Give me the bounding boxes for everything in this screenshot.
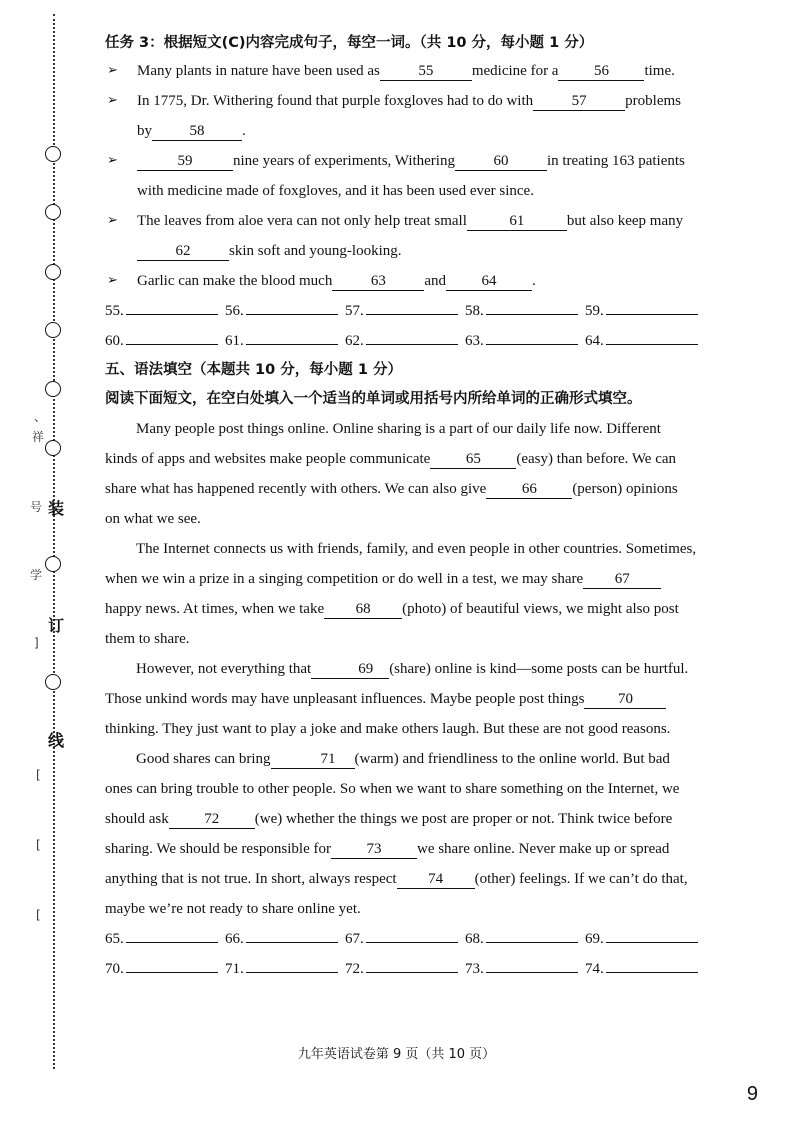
answer-number: 60.	[105, 333, 124, 349]
passage-line	[105, 594, 705, 624]
answer-blank[interactable]: 59	[137, 152, 233, 171]
text-run: happy news. At times, when we take	[105, 601, 325, 617]
answer-row	[105, 296, 705, 326]
text-run: Many people post things online. Online sharing is a part of our daily life now. Different	[136, 421, 661, 437]
binding-hole	[45, 204, 61, 220]
answer-number: 59.	[585, 303, 604, 319]
section5-heading: 五、语法填空（本题共 10 分，每小题 1 分）	[105, 362, 402, 378]
answer-line[interactable]	[246, 956, 338, 973]
answer-number: 55.	[105, 303, 124, 319]
binding-label: 订	[48, 616, 65, 635]
text-run: them to share.	[105, 631, 190, 647]
binding-label: 线	[48, 731, 65, 750]
passage-line	[105, 744, 705, 774]
answer-line[interactable]	[126, 956, 218, 973]
answer-line[interactable]	[486, 298, 578, 315]
answer-slot	[345, 326, 465, 356]
text-run: on what we see.	[105, 511, 201, 527]
text-run: Garlic can make the blood much	[137, 273, 333, 289]
text-run: (photo) of beautiful views, we might also post	[402, 601, 679, 617]
binding-hole	[45, 146, 61, 162]
text-run: anything that is not true. In short, always respect	[105, 871, 397, 887]
task3-heading: 任务 3：根据短文(C)内容完成句子，每空一词。（共 10 分，每小题 1 分）	[105, 35, 594, 51]
section5-answer-area	[105, 924, 705, 984]
binding-fragment: [	[36, 908, 41, 922]
answer-line[interactable]	[486, 328, 578, 345]
grammar-passage	[105, 414, 705, 924]
answer-row	[105, 954, 705, 984]
text-run: should ask	[105, 811, 169, 827]
answer-number: 64.	[585, 333, 604, 349]
answer-blank[interactable]: 56	[558, 62, 644, 81]
answer-line[interactable]	[366, 926, 458, 943]
answer-slot	[465, 924, 585, 954]
binding-hole	[45, 674, 61, 690]
answer-number: 62.	[345, 333, 364, 349]
text-run: and	[424, 273, 447, 289]
answer-number: 65.	[105, 931, 124, 947]
text-run: problems	[625, 93, 681, 109]
answer-number: 58.	[465, 303, 484, 319]
text-run: .	[532, 273, 536, 289]
answer-number: 72.	[345, 961, 364, 977]
answer-number: 74.	[585, 961, 604, 977]
text-run: skin soft and young-looking.	[229, 243, 402, 259]
binding-fragment: 祥	[32, 430, 45, 444]
answer-blank[interactable]: 68	[324, 600, 402, 619]
answer-number: 67.	[345, 931, 364, 947]
binding-label: 装	[48, 499, 65, 518]
answer-number: 71.	[225, 961, 244, 977]
binding-hole	[45, 556, 61, 572]
arrow-bullet-icon: ➢	[107, 213, 118, 228]
answer-line[interactable]	[606, 926, 698, 943]
answer-line[interactable]	[366, 328, 458, 345]
passage-paragraph	[105, 414, 705, 534]
answer-slot	[225, 326, 345, 356]
binding-fragment: 学	[30, 568, 43, 582]
text-run: kinds of apps and websites make people communicate	[105, 451, 431, 467]
passage-line	[105, 534, 705, 564]
passage-line	[105, 804, 705, 834]
task3-item	[105, 56, 705, 86]
binding-fragment: [	[36, 768, 41, 782]
passage-line	[105, 894, 705, 924]
answer-slot	[345, 296, 465, 326]
answer-blank[interactable]: 64	[446, 272, 532, 291]
passage-line	[105, 564, 705, 594]
passage-line	[105, 714, 705, 744]
task3-item	[105, 206, 705, 236]
task3-items	[105, 56, 705, 296]
answer-slot	[585, 954, 705, 984]
task3-item	[105, 266, 705, 296]
text-run: time.	[644, 63, 675, 79]
binding-margin	[0, 0, 95, 1123]
answer-row	[105, 326, 705, 356]
passage-paragraph	[105, 654, 705, 744]
answer-line[interactable]	[126, 328, 218, 345]
passage-line	[105, 624, 705, 654]
answer-line[interactable]	[246, 328, 338, 345]
text-run: (easy) than before. We can	[516, 451, 677, 467]
page-number: 9	[746, 1083, 758, 1105]
answer-row	[105, 924, 705, 954]
text-run: (share) online is kind—some posts can be hurtful.	[389, 661, 689, 677]
answer-slot	[225, 924, 345, 954]
answer-blank[interactable]: 67	[583, 570, 661, 589]
answer-blank[interactable]: 70	[584, 690, 666, 709]
answer-slot	[465, 296, 585, 326]
answer-number: 63.	[465, 333, 484, 349]
passage-line	[105, 504, 705, 534]
answer-number: 69.	[585, 931, 604, 947]
answer-slot	[105, 924, 225, 954]
answer-blank[interactable]: 61	[467, 212, 567, 231]
text-run: (other) feelings. If we can’t do that,	[474, 871, 688, 887]
text-run: (person) opinions	[572, 481, 678, 497]
binding-dotted-line	[53, 14, 55, 1069]
task3-item	[105, 86, 705, 116]
text-run: share what has happened recently with others. We can also give	[105, 481, 487, 497]
text-run: However, not everything that	[136, 661, 312, 677]
task3-item-continuation	[105, 116, 705, 146]
passage-line	[105, 834, 705, 864]
text-run: The Internet connects us with friends, family, and even people in other countries. Sometimes,	[136, 541, 697, 557]
answer-blank[interactable]: 60	[455, 152, 547, 171]
passage-line	[105, 864, 705, 894]
answer-number: 57.	[345, 303, 364, 319]
answer-line[interactable]	[486, 926, 578, 943]
text-run: but also keep many	[566, 213, 684, 229]
text-run: in treating 163 patients	[546, 153, 685, 169]
text-run: ones can bring trouble to other people. So when we want to share something on the Internet, we	[105, 781, 680, 797]
answer-slot	[105, 954, 225, 984]
text-run: by	[137, 123, 152, 139]
text-run: Many plants in nature have been used as	[137, 63, 380, 79]
answer-blank[interactable]: 58	[152, 122, 242, 141]
answer-line[interactable]	[366, 956, 458, 973]
answer-line[interactable]	[246, 298, 338, 315]
passage-line	[105, 684, 705, 714]
binding-hole	[45, 381, 61, 397]
text-run: nine years of experiments, Withering	[233, 153, 455, 169]
binding-fragment: [	[36, 838, 41, 852]
passage-paragraph	[105, 534, 705, 654]
answer-number: 68.	[465, 931, 484, 947]
answer-slot	[585, 296, 705, 326]
answer-blank[interactable]: 66	[486, 480, 572, 499]
text-run: with medicine made of foxgloves, and it has been used ever since.	[137, 183, 534, 199]
text-run: Good shares can bring	[136, 751, 271, 767]
answer-slot	[345, 924, 465, 954]
arrow-bullet-icon: ➢	[107, 153, 118, 168]
answer-blank[interactable]: 57	[533, 92, 625, 111]
text-run: medicine for a	[471, 63, 559, 79]
answer-blank[interactable]: 62	[137, 242, 229, 261]
answer-line[interactable]	[606, 298, 698, 315]
text-run: .	[242, 123, 246, 139]
text-run: thinking. They just want to play a joke and make others laugh. But these are not good reasons.	[105, 721, 671, 737]
answer-number: 61.	[225, 333, 244, 349]
answer-blank[interactable]: 74	[397, 870, 475, 889]
answer-slot	[225, 954, 345, 984]
answer-blank[interactable]: 69	[311, 660, 389, 679]
passage-line	[105, 474, 705, 504]
binding-hole	[45, 440, 61, 456]
binding-fragment: 号	[30, 500, 43, 514]
answer-line[interactable]	[366, 298, 458, 315]
answer-slot	[585, 326, 705, 356]
text-run: maybe we’re not ready to share online yet.	[105, 901, 361, 917]
arrow-bullet-icon: ➢	[107, 63, 118, 78]
answer-line[interactable]	[606, 956, 698, 973]
passage-line	[105, 444, 705, 474]
task3-item	[105, 146, 705, 176]
arrow-bullet-icon: ➢	[107, 93, 118, 108]
task3-item-continuation	[105, 236, 705, 266]
answer-number: 70.	[105, 961, 124, 977]
answer-line[interactable]	[126, 298, 218, 315]
answer-blank[interactable]: 71	[271, 750, 355, 769]
binding-hole	[45, 264, 61, 280]
task3-answer-area	[105, 296, 705, 356]
answer-line[interactable]	[486, 956, 578, 973]
passage-line	[105, 774, 705, 804]
answer-blank[interactable]: 55	[380, 62, 472, 81]
answer-line[interactable]	[126, 926, 218, 943]
answer-slot	[345, 954, 465, 984]
passage-line	[105, 654, 705, 684]
answer-blank[interactable]: 73	[331, 840, 417, 859]
answer-number: 73.	[465, 961, 484, 977]
passage-line	[105, 414, 705, 444]
answer-number: 66.	[225, 931, 244, 947]
page-content	[105, 30, 705, 984]
answer-slot	[585, 924, 705, 954]
section5-instruction: 阅读下面短文，在空白处填入一个适当的单词或用括号内所给单词的正确形式填空。	[105, 391, 642, 407]
answer-slot	[225, 296, 345, 326]
task3-item-continuation	[105, 176, 705, 206]
text-run: In 1775, Dr. Withering found that purple foxgloves had to do with	[137, 93, 534, 109]
answer-slot	[105, 296, 225, 326]
answer-line[interactable]	[606, 328, 698, 345]
page-footer: 九年英语试卷第 9 页（共 10 页）	[297, 1047, 496, 1062]
passage-paragraph	[105, 744, 705, 924]
answer-blank[interactable]: 63	[332, 272, 424, 291]
text-run: sharing. We should be responsible for	[105, 841, 331, 857]
text-run: (warm) and friendliness to the online world. But bad	[354, 751, 670, 767]
answer-line[interactable]	[246, 926, 338, 943]
text-run: The leaves from aloe vera can not only help treat small	[137, 213, 467, 229]
text-run: Those unkind words may have unpleasant influences. Maybe people post things	[105, 691, 585, 707]
answer-slot	[465, 326, 585, 356]
answer-blank[interactable]: 65	[430, 450, 516, 469]
text-run: (we) whether the things we post are proper or not. Think twice before	[254, 811, 673, 827]
text-run: we share online. Never make up or spread	[416, 841, 670, 857]
binding-hole	[45, 322, 61, 338]
answer-slot	[465, 954, 585, 984]
binding-fragment: ]	[34, 636, 39, 650]
arrow-bullet-icon: ➢	[107, 273, 118, 288]
answer-blank[interactable]: 72	[169, 810, 255, 829]
text-run: when we win a prize in a singing competition or do well in a test, we may share	[105, 571, 584, 587]
answer-number: 56.	[225, 303, 244, 319]
binding-fragment: 、	[34, 410, 47, 424]
answer-slot	[105, 326, 225, 356]
